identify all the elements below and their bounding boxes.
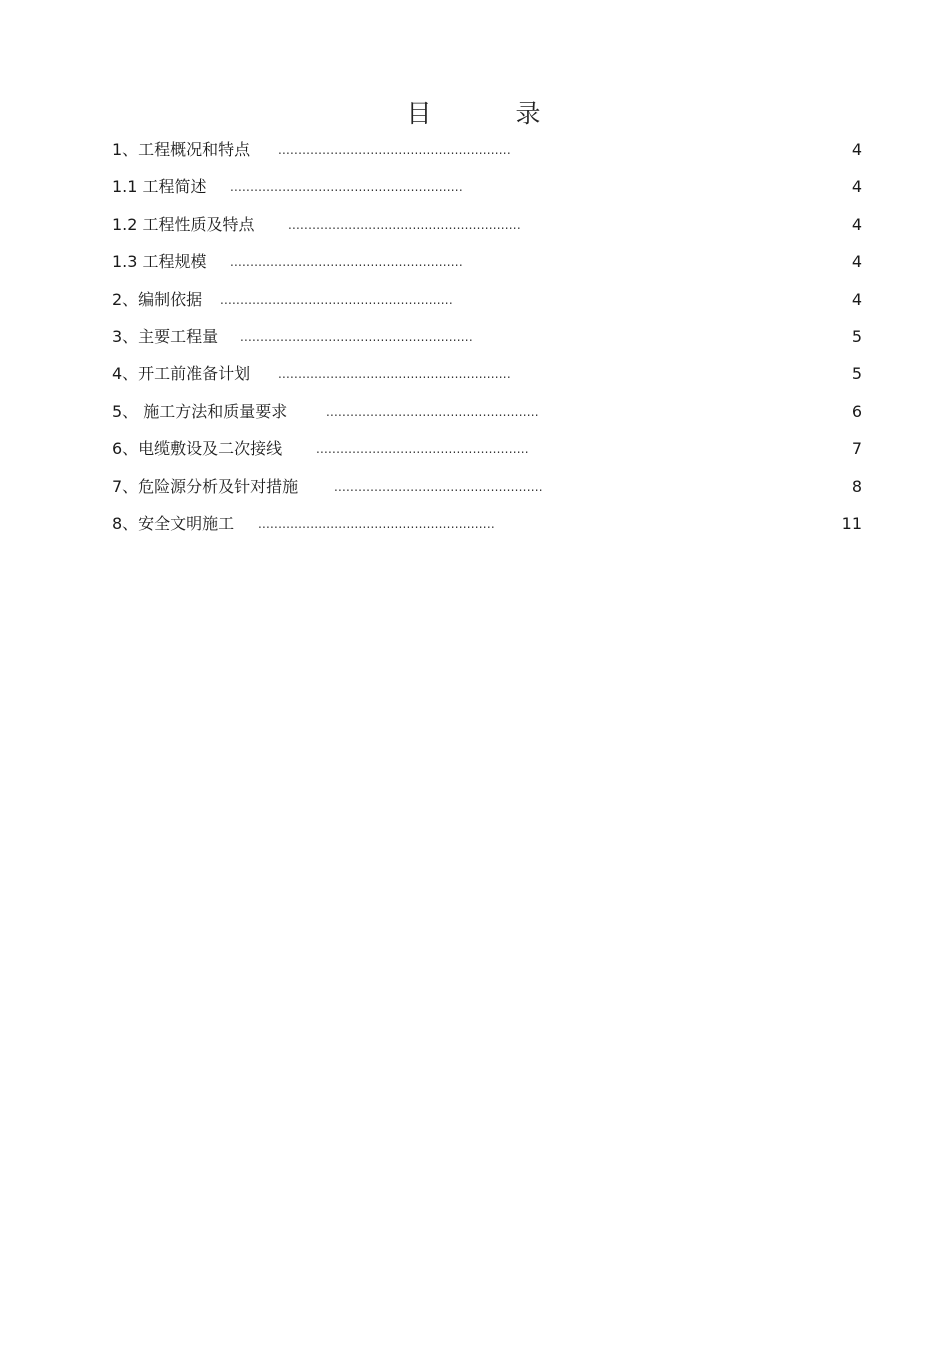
toc-entry-label: 1、工程概况和特点 [112, 140, 251, 159]
toc-page-number: 4 [851, 252, 862, 272]
toc-entry-label: 8、安全文明施工 [112, 513, 235, 533]
toc-page-number: 5 [851, 326, 862, 346]
toc-entry[interactable] [112, 252, 862, 289]
toc-entry[interactable] [112, 290, 862, 327]
toc-page-number: 4 [851, 289, 862, 309]
toc-entry[interactable] [112, 327, 862, 364]
toc-entry[interactable] [112, 177, 862, 214]
toc-leader-dots: ........................................................... [258, 516, 495, 531]
toc-entry[interactable] [112, 402, 862, 439]
toc-page-number: 6 [851, 401, 862, 421]
toc-page-number: 7 [851, 439, 862, 459]
toc-leader-dots: .......................................................... [278, 143, 511, 157]
toc-entry-label: 1.1 工程简述 [112, 177, 207, 197]
toc-entry[interactable] [112, 477, 862, 514]
toc-entry-label: 3、主要工程量 [112, 326, 219, 346]
toc-entry[interactable] [112, 514, 862, 551]
toc-page-number: 8 [851, 476, 862, 496]
toc-leader-dots: .......................................................... [230, 180, 463, 195]
toc-entry[interactable] [112, 215, 862, 252]
toc-entry[interactable] [112, 140, 862, 177]
toc-page-number: 4 [851, 177, 862, 197]
toc-entry-label: 2、编制依据 [112, 289, 203, 309]
table-of-contents [112, 140, 862, 551]
toc-leader-dots: .......................................................... [230, 255, 463, 270]
toc-entry[interactable] [112, 439, 862, 476]
toc-leader-dots: ..................................................... [316, 442, 529, 457]
toc-leader-dots: .......................................................... [220, 292, 453, 307]
toc-leader-dots: .......................................................... [240, 329, 473, 344]
toc-leader-dots: .......................................................... [288, 217, 521, 232]
toc-page-number: 4 [851, 140, 862, 159]
toc-entry-label: 5、 施工方法和质量要求 [112, 401, 288, 421]
toc-page-number: 5 [851, 364, 862, 384]
toc-title: 目 录 [406, 99, 579, 128]
toc-entry-label: 7、危险源分析及针对措施 [112, 476, 299, 496]
toc-leader-dots: .......................................................... [278, 367, 511, 382]
toc-entry-label: 1.2 工程性质及特点 [112, 214, 255, 234]
toc-leader-dots: ..................................................... [326, 404, 539, 419]
toc-entry-label: 6、电缆敷设及二次接线 [112, 439, 283, 459]
toc-page-number: 4 [851, 214, 862, 234]
toc-page-number: 11 [841, 513, 862, 533]
toc-entry-label: 1.3 工程规模 [112, 252, 207, 272]
toc-leader-dots: .................................................... [334, 479, 543, 494]
toc-entry-label: 4、开工前准备计划 [112, 364, 251, 384]
toc-entry[interactable] [112, 364, 862, 401]
